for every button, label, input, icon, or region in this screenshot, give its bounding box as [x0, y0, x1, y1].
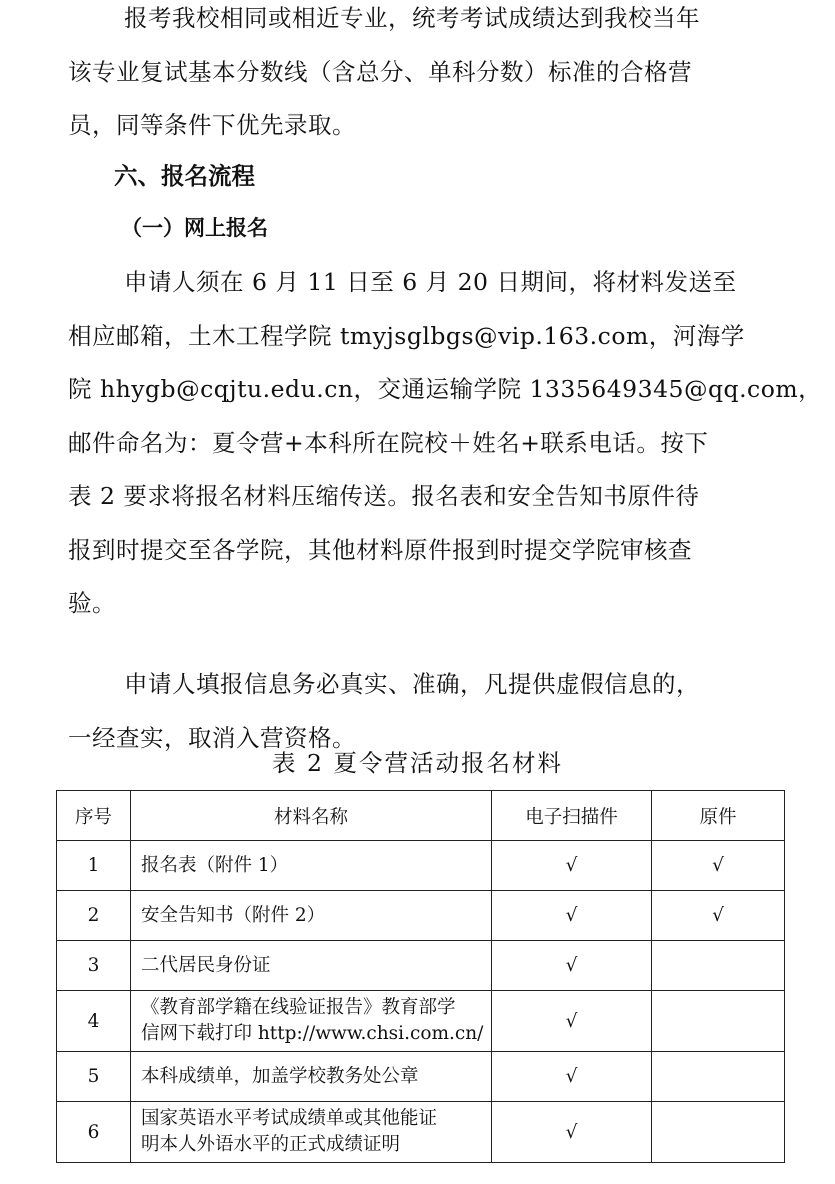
cell-no: 3 — [57, 941, 131, 991]
cell-scan-check: √ — [492, 941, 652, 991]
table-caption: 表 2 夏令营活动报名材料 — [272, 749, 563, 777]
paragraph-line: 验。 — [68, 589, 116, 617]
paragraph-submission-instructions — [68, 256, 823, 631]
table-row — [57, 941, 785, 991]
cell-no: 2 — [57, 891, 131, 941]
paragraph-line: 员，同等条件下优先录取。 — [68, 111, 356, 139]
table-header-row — [57, 791, 785, 841]
table-row — [57, 841, 785, 891]
cell-original-check: √ — [652, 891, 785, 941]
paragraph-line: 申请人填报信息务必真实、准确，凡提供虚假信息的， — [124, 670, 700, 698]
cell-scan-check: √ — [492, 1052, 652, 1102]
paragraph-line: 邮件命名为：夏令营+本科所在院校＋姓名+联系电话。按下 — [68, 428, 709, 457]
cell-name-line: 安全告知书（附件 2） — [141, 904, 326, 926]
table-row — [57, 891, 785, 941]
header-scan-copy: 电子扫描件 — [492, 791, 652, 841]
cell-scan-check: √ — [492, 891, 652, 941]
cell-name-line: 本科成绩单，加盖学校教务处公章 — [141, 1065, 419, 1087]
cell-original-check — [652, 1052, 785, 1102]
table-row — [57, 1102, 785, 1163]
cell-scan-check: √ — [492, 991, 652, 1052]
paragraph-admission-priority — [68, 0, 774, 153]
cell-no: 4 — [57, 991, 131, 1052]
cell-name-line: 二代居民身份证 — [141, 954, 271, 976]
cell-original-check — [652, 991, 785, 1052]
paragraph-line: 该专业复试基本分数线（含总分、单科分数）标准的合格营 — [68, 57, 692, 86]
cell-scan-check: √ — [492, 841, 652, 891]
section-heading-registration-process: 六、报名流程 — [114, 162, 255, 190]
cell-name — [131, 1102, 492, 1163]
paragraph-line: 报到时提交至各学院，其他材料原件报到时提交学院审核查 — [68, 535, 692, 564]
cell-name — [131, 1052, 492, 1102]
cell-original-check — [652, 941, 785, 991]
cell-name-line: 《教育部学籍在线验证报告》教育部学 — [141, 997, 456, 1018]
paragraph-line: 相应邮箱，土木工程学院 tmyjsglbgs@vip.163.com，河海学 — [68, 321, 745, 350]
paragraph-line: 报考我校相同或相近专业，统考考试成绩达到我校当年 — [124, 4, 700, 32]
cell-name-line: 信网下载打印 http://www.chsi.com.cn/ — [141, 1023, 484, 1044]
cell-scan-check: √ — [492, 1102, 652, 1163]
cell-name — [131, 891, 492, 941]
cell-no: 1 — [57, 841, 131, 891]
header-material-name: 材料名称 — [131, 791, 492, 841]
cell-original-check: √ — [652, 841, 785, 891]
materials-table — [56, 790, 785, 1163]
paragraph-line: 表 2 要求将报名材料压缩传送。报名表和安全告知书原件待 — [68, 482, 700, 510]
table-row — [57, 991, 785, 1052]
header-original: 原件 — [652, 791, 785, 841]
cell-original-check — [652, 1102, 785, 1163]
cell-name-line: 国家英语水平考试成绩单或其他能证 — [141, 1108, 438, 1129]
cell-name-line: 明本人外语水平的正式成绩证明 — [141, 1134, 401, 1155]
cell-no: 5 — [57, 1052, 131, 1102]
cell-name — [131, 841, 492, 891]
cell-no: 6 — [57, 1102, 131, 1163]
subsection-heading-online-registration: （一）网上报名 — [121, 216, 268, 240]
paragraph-line: 一经查实，取消入营资格。 — [68, 723, 356, 752]
cell-name-line: 报名表（附件 1） — [141, 854, 289, 876]
paragraph-line: 院 hhygb@cqjtu.edu.cn，交通运输学院 1335649345@qq.com， — [68, 375, 823, 403]
header-no: 序号 — [57, 791, 131, 841]
cell-name — [131, 941, 492, 991]
cell-name — [131, 991, 492, 1052]
table-row — [57, 1052, 785, 1102]
paragraph-line: 申请人须在 6 月 11 日至 6 月 20 日期间，将材料发送至 — [124, 268, 737, 296]
